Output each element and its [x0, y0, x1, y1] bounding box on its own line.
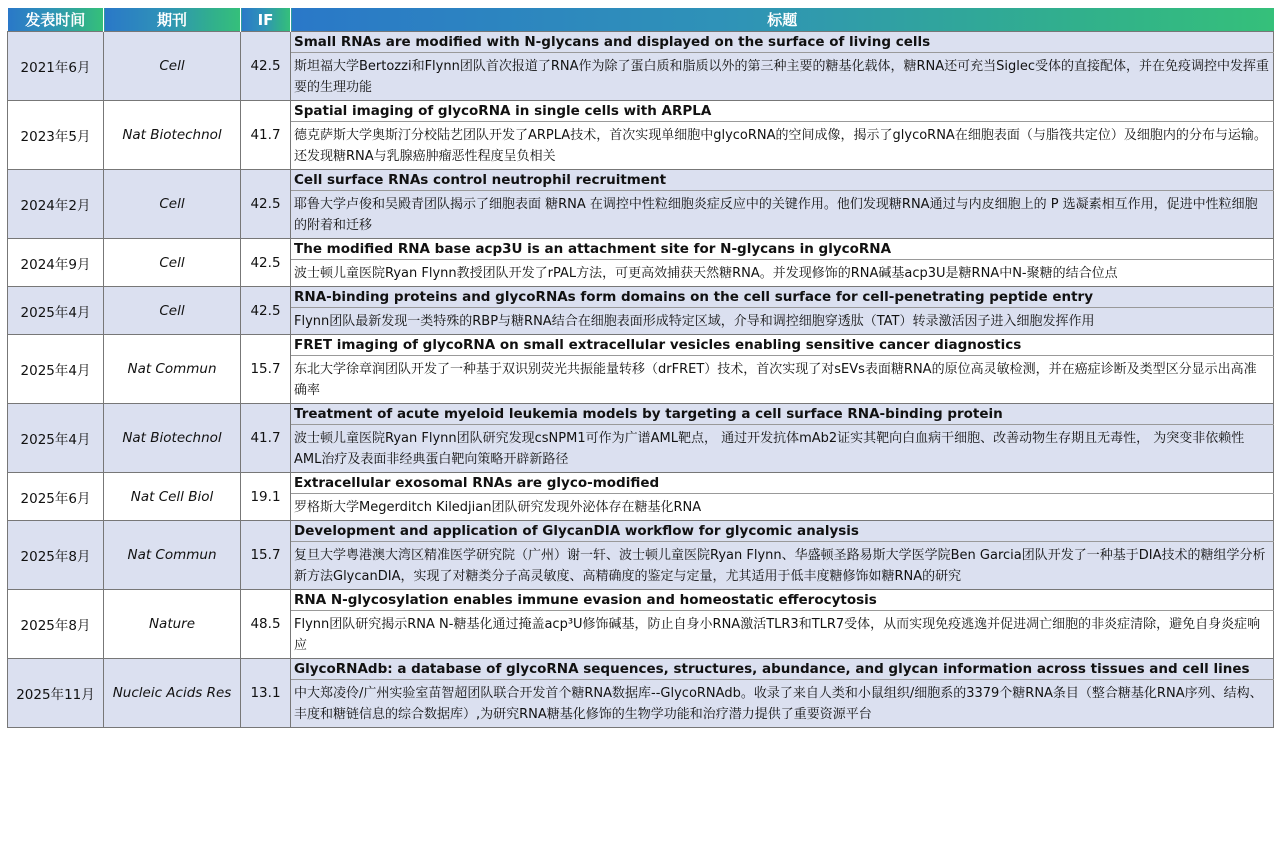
table-row	[8, 101, 1274, 122]
row-journal: Nucleic Acids Res	[104, 659, 241, 728]
row-summary: 中大郑凌伶/广州实验室苗智超团队联合开发首个糖RNA数据库--GlycoRNAdb。收录了来自人类和小鼠组织/细胞系的3379个糖RNA条目（整合糖基化RNA序列、结构、丰度和糖链信息的综合数据库）,为研究RNA糖基化修饰的生物学功能和治疗潜力提供了重要资源平台	[291, 680, 1274, 728]
row-summary: 德克萨斯大学奥斯汀分校陆艺团队开发了ARPLA技术，首次实现单细胞中glycoRNA的空间成像，揭示了glycoRNA在细胞表面（与脂筏共定位）及细胞内的分布与运输。还发现糖RNA与乳腺癌肿瘤恶性程度呈负相关	[291, 122, 1274, 170]
row-summary: Flynn团队最新发现一类特殊的RBP与糖RNA结合在细胞表面形成特定区域，介导和调控细胞穿透肽（TAT）转录激活因子进入细胞发挥作用	[291, 308, 1274, 335]
publications-table	[7, 8, 1274, 728]
table-row	[8, 335, 1274, 356]
row-summary: 东北大学徐章润团队开发了一种基于双识别荧光共振能量转移（drFRET）技术，首次实现了对sEVs表面糖RNA的原位高灵敏检测，并在癌症诊断及类型区分显示出高准确率	[291, 356, 1274, 404]
row-title: Small RNAs are modified with N-glycans and displayed on the surface of living cells	[291, 32, 1274, 53]
header-journal: 期刊	[104, 8, 241, 32]
table-row	[8, 473, 1274, 494]
row-impact-factor: 42.5	[241, 287, 291, 335]
header-date: 发表时间	[8, 8, 104, 32]
row-journal: Nat Commun	[104, 521, 241, 590]
row-date: 2025年8月	[8, 521, 104, 590]
table-header-row	[8, 8, 1274, 32]
header-if: IF	[241, 8, 291, 32]
row-title: Extracellular exosomal RNAs are glyco-modified	[291, 473, 1274, 494]
row-title: Development and application of GlycanDIA workflow for glycomic analysis	[291, 521, 1274, 542]
table-row	[8, 32, 1274, 53]
row-summary: 斯坦福大学Bertozzi和Flynn团队首次报道了RNA作为除了蛋白质和脂质以外的第三种主要的糖基化载体，糖RNA还可充当Siglec受体的直接配体，并在免疫调控中发挥重要的生理功能	[291, 53, 1274, 101]
row-summary: 波士顿儿童医院Ryan Flynn教授团队开发了rPAL方法，可更高效捕获天然糖RNA。并发现修饰的RNA碱基acp3U是糖RNA中N-聚糖的结合位点	[291, 260, 1274, 287]
row-title: The modified RNA base acp3U is an attachment site for N-glycans in glycoRNA	[291, 239, 1274, 260]
row-journal: Cell	[104, 239, 241, 287]
table-row	[8, 659, 1274, 680]
row-impact-factor: 15.7	[241, 521, 291, 590]
row-title: RNA-binding proteins and glycoRNAs form domains on the cell surface for cell-penetrating peptide entry	[291, 287, 1274, 308]
table-row	[8, 170, 1274, 191]
row-title: FRET imaging of glycoRNA on small extracellular vesicles enabling sensitive cancer diagnostics	[291, 335, 1274, 356]
row-journal: Cell	[104, 32, 241, 101]
row-title: Spatial imaging of glycoRNA in single cells with ARPLA	[291, 101, 1274, 122]
row-journal: Cell	[104, 170, 241, 239]
row-impact-factor: 48.5	[241, 590, 291, 659]
row-journal: Nat Biotechnol	[104, 101, 241, 170]
row-date: 2025年4月	[8, 335, 104, 404]
row-date: 2023年5月	[8, 101, 104, 170]
row-summary: 耶鲁大学卢俊和吴殿青团队揭示了细胞表面 糖RNA 在调控中性粒细胞炎症反应中的关键作用。他们发现糖RNA通过与内皮细胞上的 P 选凝素相互作用，促进中性粒细胞的附着和迁移	[291, 191, 1274, 239]
row-journal: Nat Commun	[104, 335, 241, 404]
row-date: 2025年4月	[8, 404, 104, 473]
row-date: 2025年11月	[8, 659, 104, 728]
header-title: 标题	[291, 8, 1274, 32]
row-impact-factor: 41.7	[241, 101, 291, 170]
row-summary: 罗格斯大学Megerditch Kiledjian团队研究发现外泌体存在糖基化RNA	[291, 494, 1274, 521]
row-summary: 复旦大学粤港澳大湾区精准医学研究院（广州）谢一轩、波士顿儿童医院Ryan Flynn、华盛顿圣路易斯大学医学院Ben Garcia团队开发了一种基于DIA技术的糖组学分析新方法GlycanDIA，实现了对糖类分子高灵敏度、高精确度的鉴定与定量，尤其适用于低丰度糖修饰如糖RNA的研究	[291, 542, 1274, 590]
row-title: Treatment of acute myeloid leukemia models by targeting a cell surface RNA-binding protein	[291, 404, 1274, 425]
row-journal: Cell	[104, 287, 241, 335]
row-date: 2025年4月	[8, 287, 104, 335]
row-date: 2024年2月	[8, 170, 104, 239]
row-date: 2025年6月	[8, 473, 104, 521]
row-title: Cell surface RNAs control neutrophil recruitment	[291, 170, 1274, 191]
row-impact-factor: 42.5	[241, 239, 291, 287]
row-title: GlycoRNAdb: a database of glycoRNA sequences, structures, abundance, and glycan information across tissues and cell lines	[291, 659, 1274, 680]
row-impact-factor: 41.7	[241, 404, 291, 473]
row-journal: Nat Biotechnol	[104, 404, 241, 473]
table-row	[8, 404, 1274, 425]
row-impact-factor: 15.7	[241, 335, 291, 404]
row-date: 2025年8月	[8, 590, 104, 659]
row-title: RNA N-glycosylation enables immune evasion and homeostatic efferocytosis	[291, 590, 1274, 611]
row-journal: Nature	[104, 590, 241, 659]
table-row	[8, 239, 1274, 260]
row-summary: Flynn团队研究揭示RNA N-糖基化通过掩盖acp³U修饰碱基，防止自身小RNA激活TLR3和TLR7受体，从而实现免疫逃逸并促进凋亡细胞的非炎症清除，避免自身炎症响应	[291, 611, 1274, 659]
row-impact-factor: 42.5	[241, 32, 291, 101]
row-impact-factor: 42.5	[241, 170, 291, 239]
row-journal: Nat Cell Biol	[104, 473, 241, 521]
row-date: 2021年6月	[8, 32, 104, 101]
table-row	[8, 287, 1274, 308]
row-date: 2024年9月	[8, 239, 104, 287]
row-impact-factor: 19.1	[241, 473, 291, 521]
table-row	[8, 521, 1274, 542]
table-row	[8, 590, 1274, 611]
row-impact-factor: 13.1	[241, 659, 291, 728]
row-summary: 波士顿儿童医院Ryan Flynn团队研究发现csNPM1可作为广谱AML靶点， 通过开发抗体mAb2证实其靶向白血病干细胞、改善动物生存期且无毒性， 为突变非依赖性AML治疗及表面非经典蛋白靶向策略开辟新路径	[291, 425, 1274, 473]
